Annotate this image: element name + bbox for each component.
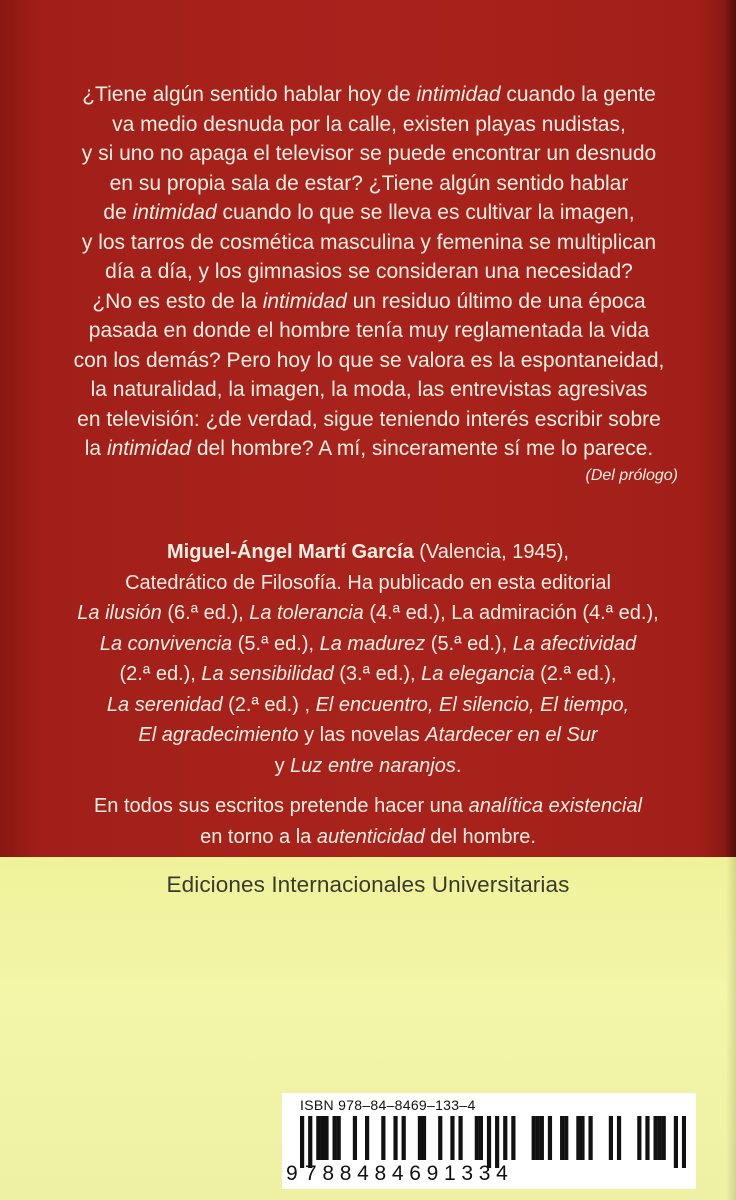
barcode-bar: [337, 1116, 341, 1160]
author-bio: [30, 537, 706, 852]
bio-line: [30, 751, 706, 782]
bio-line: [30, 537, 706, 568]
bio-segment: La sensibilidad: [201, 663, 334, 685]
bio-segment: La madurez: [319, 632, 426, 655]
bio-segment: La convivencia: [99, 632, 233, 655]
barcode-bar: [560, 1116, 564, 1160]
barcode-bar: [564, 1116, 568, 1160]
barcode-bar: [548, 1116, 552, 1160]
barcode-bar: [536, 1116, 540, 1160]
bio-segment: (6.ª ed.),: [161, 602, 250, 624]
blurb-line: [50, 198, 688, 228]
barcode-bar: [353, 1116, 357, 1160]
barcode-bar: [381, 1116, 385, 1160]
blurb-line: [50, 405, 688, 435]
blurb-line: [50, 257, 688, 287]
barcode-bar: [300, 1116, 304, 1168]
barcode-bar: [333, 1116, 337, 1160]
barcode-bar: [532, 1116, 536, 1160]
barcode-bar: [609, 1116, 613, 1160]
spine-shadow-lower: [726, 857, 736, 1200]
bio-segment: (3.ª ed.),: [333, 663, 422, 685]
barcode-bar: [324, 1116, 328, 1160]
bio-segment: .: [455, 754, 462, 777]
bio-segment: (5.ª ed.),: [232, 632, 320, 655]
barcode-bar: [495, 1116, 499, 1168]
blurb-line: [50, 228, 688, 258]
blurb-segment: cuando lo que se lleva es cultivar la imagen,: [216, 201, 635, 224]
ean-digits: 788484691334: [305, 1162, 514, 1185]
barcode-bar: [653, 1116, 657, 1160]
bio-segment: El encuentro, El silencio, El tiempo,: [315, 693, 630, 716]
barcode-bar: [487, 1116, 491, 1168]
bio-segment: (2.ª ed.),: [534, 663, 617, 685]
blurb-line: [50, 316, 688, 346]
bio-segment: analítica existencial: [468, 795, 643, 817]
blurb-line: [50, 80, 688, 110]
blurb-segment: y si uno no apaga el televisor se puede encontrar un desnudo: [81, 142, 657, 165]
blurb-segment: intimidad: [132, 201, 217, 224]
barcode-bar: [580, 1116, 584, 1160]
spine-shadow: [726, 0, 736, 857]
blurb-segment: intimidad: [416, 83, 501, 106]
barcode-bar: [540, 1116, 544, 1160]
barcode-bar: [645, 1116, 649, 1160]
blurb-segment: un residuo último de una época: [346, 289, 646, 313]
bio-segment: Miguel-Ángel Martí García: [167, 541, 414, 563]
blurb-segment: intimidad: [262, 289, 347, 313]
blurb-segment: día a día, y los gimnasios se consideran una necesidad?: [105, 260, 633, 283]
bio-segment: (4.ª ed.), La admiración (4.ª ed.),: [363, 602, 659, 624]
bio-line: [30, 629, 706, 660]
barcode-bar: [674, 1116, 678, 1168]
isbn-text: ISBN 978–84–8469–133–4: [300, 1097, 476, 1113]
bio-segment: (2.ª ed.),: [119, 663, 202, 685]
bio-line: [30, 822, 706, 853]
bio-segment: Luz entre naranjos: [290, 754, 456, 777]
barcode-bar: [320, 1116, 324, 1160]
paragraph-gap: [30, 781, 706, 791]
bio-segment: La ilusión: [77, 602, 162, 624]
blurb-source: (Del prólogo): [585, 467, 678, 484]
barcode-bar: [662, 1116, 666, 1160]
blurb-line: [50, 110, 688, 140]
bio-segment: en torno a la: [200, 825, 317, 848]
bio-segment: autenticidad: [316, 825, 425, 848]
barcode-bar: [458, 1116, 462, 1160]
blurb-line: [50, 346, 688, 376]
blurb-segment: la: [84, 437, 107, 460]
publisher-name: Ediciones Internacionales Universitarias: [166, 872, 570, 897]
barcode-bar: [418, 1116, 422, 1160]
barcode-bar: [308, 1116, 312, 1168]
blurb-line: [50, 169, 688, 199]
bio-segment: En todos sus escritos pretende hacer una: [93, 795, 469, 817]
barcode-bar: [316, 1116, 320, 1160]
blurb-segment: en su propia sala de estar? ¿Tiene algún sentido hablar: [109, 171, 629, 195]
barcode-bar: [503, 1116, 507, 1160]
barcode-bar: [511, 1116, 515, 1160]
bio-segment: y las novelas: [298, 724, 426, 746]
barcode-bar: [682, 1116, 686, 1168]
blurb-segment: cuando la gente: [500, 83, 656, 106]
bio-line: [30, 659, 706, 690]
ean-first-digit: 9: [286, 1162, 298, 1185]
blurb-segment: con los demás? Pero hoy lo que se valora es la espontaneidad,: [73, 348, 665, 372]
blurb-segment: ¿Tiene algún sentido hablar hoy de: [82, 83, 417, 106]
barcode-bar: [576, 1116, 580, 1160]
blurb-segment: del hombre? A mí, sinceramente sí me lo parece.: [191, 437, 654, 460]
barcode-bar: [658, 1116, 662, 1160]
blurb-line: [50, 375, 688, 405]
blurb-line: [50, 287, 688, 317]
blurb-segment: va medio desnuda por la calle, existen playas nudistas,: [112, 112, 626, 136]
barcode-bar: [617, 1116, 621, 1160]
blurb-segment: ¿No es esto de la: [92, 289, 263, 313]
bio-line: [30, 690, 706, 721]
bio-line: [30, 598, 706, 629]
barcode-bar: [450, 1116, 454, 1160]
barcode-bar: [422, 1116, 426, 1160]
barcode-bar: [402, 1116, 406, 1160]
barcode-bar: [479, 1116, 483, 1160]
blurb-segment: intimidad: [106, 437, 191, 460]
bio-segment: (5.ª ed.),: [425, 632, 513, 655]
bio-segment: del hombre.: [424, 825, 536, 848]
bio-segment: Catedrático de Filosofía. Ha publicado en esta editorial: [125, 571, 611, 594]
barcode-bar: [365, 1116, 369, 1160]
barcode-bars: [300, 1116, 686, 1168]
bio-segment: La afectividad: [512, 632, 637, 655]
bio-segment: El agradecimiento: [138, 724, 299, 746]
blurb-segment: y los tarros de cosmética masculina y femenina se multiplican: [81, 230, 657, 254]
bio-segment: y: [274, 754, 291, 777]
blurb-segment: de: [103, 201, 133, 224]
bio-line: [30, 720, 706, 751]
blurb-segment: pasada en donde el hombre tenía muy reglamentada la vida: [88, 319, 650, 342]
bio-segment: (Valencia, 1945),: [413, 541, 569, 563]
blurb-line: [50, 434, 688, 464]
blurb-segment: la naturalidad, la imagen, la moda, las entrevistas agresivas: [90, 378, 648, 401]
barcode-bar: [588, 1116, 592, 1160]
bio-segment: La serenidad: [106, 693, 223, 716]
blurb-text: [50, 80, 688, 464]
bio-line: [30, 568, 706, 599]
bio-segment: La tolerancia: [249, 602, 364, 624]
barcode-bar: [637, 1116, 641, 1160]
bio-segment: (2.ª ed.) ,: [222, 693, 316, 716]
blurb-line: [50, 139, 688, 169]
barcode-bar: [393, 1116, 397, 1160]
barcode-bar: [438, 1116, 442, 1160]
bio-segment: La elegancia: [421, 663, 535, 685]
bio-line: [30, 791, 706, 822]
bio-segment: Atardecer en el Sur: [425, 724, 598, 746]
barcode-bar: [475, 1116, 479, 1160]
blurb-segment: en televisión: ¿de verdad, sigue teniendo interés escribir sobre: [77, 407, 661, 431]
